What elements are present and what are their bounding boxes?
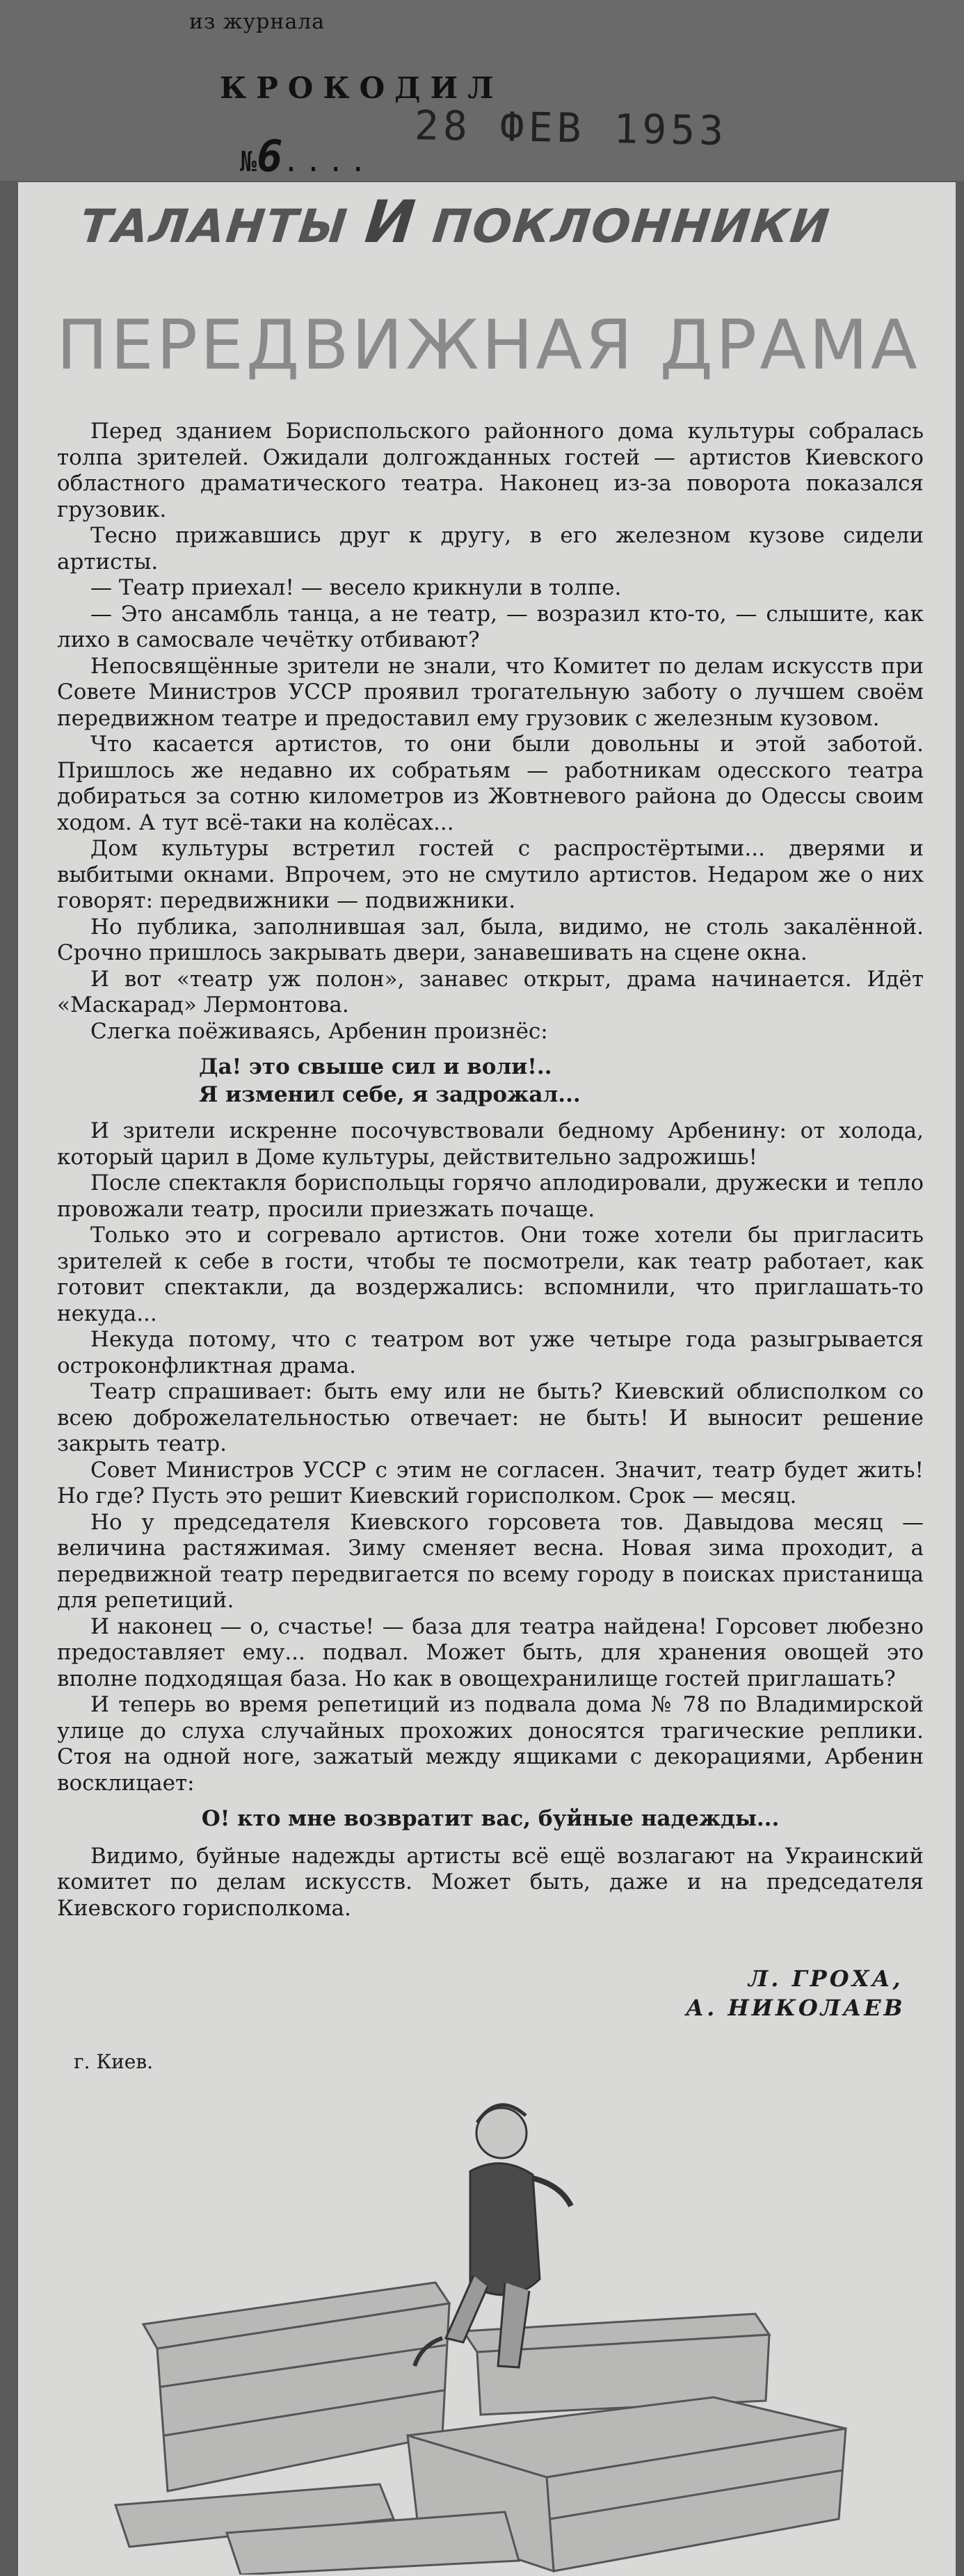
paragraph: И зрители искренне посочувствовали бедному Арбенину: от холода, который царил в Доме культуры, действительно задрожишь!: [57, 1118, 924, 1170]
verse-quote: [57, 1053, 924, 1109]
stamp-source-label: из журнала: [189, 10, 326, 34]
stamp-magazine-name: КРОКОДИЛ: [220, 71, 504, 105]
stamp-number-value: 6: [257, 131, 283, 182]
paragraph: И вот «театр уж полон», занавес открыт, драма начинается. Идёт «Маскарад» Лермонтова.: [57, 966, 924, 1017]
archive-stamp: [0, 0, 964, 181]
paragraph: Непосвящённые зрители не знали, что Комитет по делам искусств при Совете Министров УССР проявил трогательную заботу о лучшем своём передвижном театре и предоставил ему грузовик с железным кузовом.: [57, 653, 924, 731]
rubric-word-2: ПОКЛОННИКИ: [430, 200, 833, 253]
paragraph: Тесно прижавшись друг к другу, в его железном кузове сидели артисты.: [57, 523, 924, 574]
paragraph: Видимо, буйные надежды артисты всё ещё возлагают на Украинский комитет по делам искусств. Может быть, даже и на председателя Киевского горисполкома.: [57, 1843, 924, 1921]
paragraph: Только это и согревало артистов. Они тоже хотели бы пригласить зрителей к себе в гости, чтобы те посмотрели, как театр работает, как готовит спектакли, да воздержались: вспомнили, что приглашать-то некуда...: [57, 1223, 924, 1326]
stamp-issue-number: [240, 131, 372, 182]
verse-line: Я изменил себе, я задрожал...: [199, 1082, 581, 1107]
paragraph: И теперь во время репетиций из подвала дома № 78 по Владимирской улице до слуха случайных прохожих доносятся трагические реплики. Стоя на одной ноге, зажатый между ящиками с декорациями, Арбенин восклицает:: [57, 1692, 924, 1796]
stamp-dots: ....: [282, 146, 372, 178]
paragraph: После спектакля бориспольцы горячо аплодировали, дружески и тепло провожали театр, просили приезжать почаще.: [57, 1170, 924, 1222]
paragraph: Театр спрашивает: быть ему или не быть? Киевский облисполком со всею доброжелательностью отвечает: не быть! И выносит решение закрыть театр.: [57, 1379, 924, 1456]
author-2: А. НИКОЛАЕВ: [686, 1995, 906, 2021]
rubric-word-1: ТАЛАНТЫ: [77, 200, 351, 253]
dateline-city: г. Киев.: [74, 2050, 154, 2073]
paragraph: Но у председателя Киевского горсовета тов. Давыдова месяц — величина растяжимая. Зиму сменяет весна. Новая зима проходит, а передвижной театр передвигается по всему городу в поисках пристанища для репетиций.: [57, 1509, 924, 1613]
paragraph: Что касается артистов, то они были довольны и этой заботой. Пришлось же недавно их собратьям — работникам одесского театра добираться за сотню километров из Жовтневого района до Одессы своим ходом. А тут всё-таки на колёсах...: [57, 732, 924, 835]
stamp-number-prefix: №: [240, 146, 257, 178]
article-body: [57, 419, 924, 1922]
verse-line: Да! это свыше сил и воли!..: [199, 1054, 552, 1079]
paragraph: Слегка поёживаясь, Арбенин произнёс:: [90, 1018, 548, 1044]
newspaper-clipping: [18, 182, 956, 2576]
stamp-date: 28 ФЕВ 1953: [414, 102, 728, 154]
verse-quote-2: О! кто мне возвратит вас, буйные надежды...: [201, 1806, 780, 1831]
paragraph: И наконец — о, счастье! — база для театра найдена! Горсовет любезно предоставляет ему... подвал. Может быть, для хранения овощей это вполне подходящая база. Но как в овощехранилище гостей приглашать?: [57, 1613, 924, 1691]
paragraph: Дом культуры встретил гостей с распростёртыми... дверями и выбитыми окнами. Впрочем, это не смутило артистов. Недаром же о них говорят: передвижники — подвижники.: [57, 836, 924, 913]
author-1: Л. ГРОХА,: [748, 1965, 903, 1992]
paragraph: Перед зданием Бориспольского районного дома культуры собралась толпа зрителей. Ожидали долгожданных гостей — артистов Киевского областного драматического театра. Наконец из-за поворота показался грузовик.: [57, 419, 924, 522]
paragraph: Некуда потому, что с театром вот уже четыре года разыгрывается остроконфликтная драма.: [57, 1327, 924, 1378]
article-headline: ПЕРЕДВИЖНАЯ ДРАМА: [56, 306, 920, 385]
cartoon-illustration: [18, 2074, 956, 2575]
paragraph: — Это ансамбль танца, а не театр, — возразил кто-то, — слышите, как лихо в самосвале чечётку отбивают?: [57, 601, 924, 652]
rubric-title: [77, 188, 919, 256]
paragraph: Совет Министров УССР с этим не согласен. Значит, театр будет жить! Но где? Пусть это решит Киевский горисполком. Срок — месяц.: [57, 1457, 924, 1508]
crates-drawing: [115, 2283, 846, 2575]
paragraph: Но публика, заполнившая зал, была, видимо, не столь закалённой. Срочно пришлось закрывать двери, занавешивать на сцене окна.: [57, 914, 924, 965]
rubric-conjunction: И: [362, 188, 420, 256]
authors: [686, 1964, 906, 2022]
paragraph: — Театр приехал! — весело крикнули в толпе.: [90, 575, 622, 600]
